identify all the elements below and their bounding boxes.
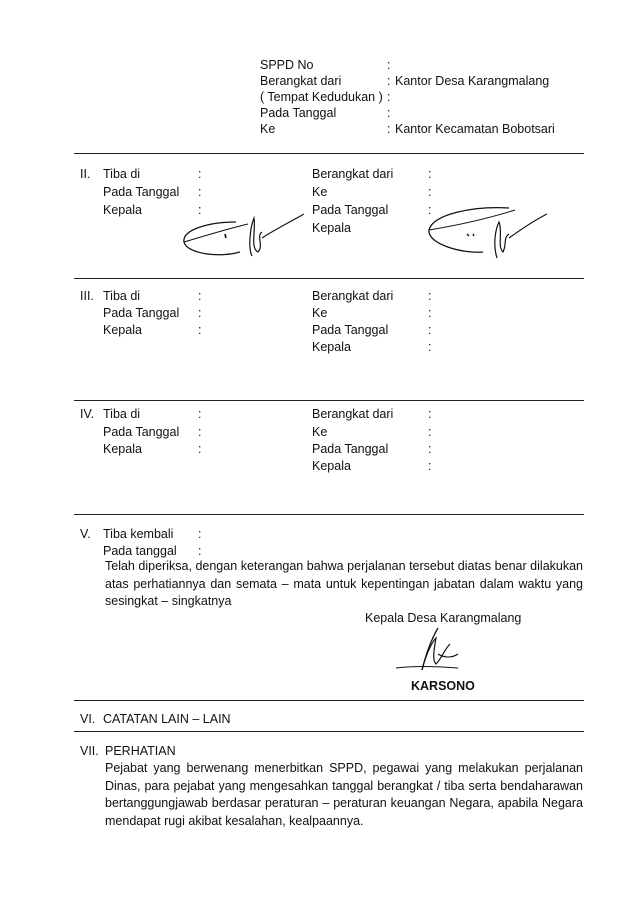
field-colon: : (198, 306, 202, 320)
field-label: Pada Tanggal (312, 203, 389, 217)
header-colon: : (387, 90, 391, 104)
section-number: VII. (80, 744, 99, 758)
field-colon: : (428, 203, 432, 217)
signature-karsono (392, 624, 462, 676)
field-colon: : (198, 425, 202, 439)
section-title: PERHATIAN (105, 744, 176, 758)
notice-paragraph: Pejabat yang berwenang menerbitkan SPPD, pegawai yang melakukan perjalanan Dinas, para pejabat yang mengesahkan tanggal berangkat / tiba serta bendaharawan bertanggungjawab berdasar peraturan – peraturan keuangan Negara, apabila Negara mendapat rugi akibat kesalahan, kealpaannya. (105, 761, 583, 828)
field-label: Pada Tanggal (312, 323, 389, 337)
field-colon: : (428, 289, 432, 303)
divider (74, 700, 584, 701)
signer-title: Kepala Desa Karangmalang (365, 611, 522, 625)
field-colon: : (198, 203, 202, 217)
field-label: Tiba di (103, 407, 141, 421)
field-label: Berangkat dari (312, 289, 394, 303)
field-colon: : (428, 167, 432, 181)
field-label: Kepala (312, 459, 351, 473)
divider (74, 400, 584, 401)
field-colon: : (428, 185, 432, 199)
section-number: II. (80, 167, 91, 181)
header-label-ke: Ke (260, 122, 276, 136)
header-value-ke: Kantor Kecamatan Bobotsari (395, 122, 555, 136)
field-label: Pada Tanggal (312, 442, 389, 456)
field-label: Kepala (103, 203, 142, 217)
divider (74, 514, 584, 515)
field-label: Tiba di (103, 289, 141, 303)
field-colon: : (428, 340, 432, 354)
header-colon: : (387, 74, 391, 88)
divider (74, 278, 584, 279)
field-colon: : (428, 306, 432, 320)
field-colon: : (198, 407, 202, 421)
field-colon: : (428, 442, 432, 456)
field-label: Ke (312, 425, 328, 439)
divider (74, 731, 584, 732)
field-label: Kepala (312, 221, 351, 235)
field-colon: : (428, 425, 432, 439)
section-number: V. (80, 527, 91, 541)
field-label: Ke (312, 185, 328, 199)
section-number: IV. (80, 407, 95, 421)
signature-left (178, 208, 318, 264)
field-colon: : (428, 323, 432, 337)
field-label: Berangkat dari (312, 167, 394, 181)
header-label-tempat-kedudukan: ( Tempat Kedudukan ) (260, 90, 383, 104)
divider (74, 153, 584, 154)
header-colon: : (387, 122, 391, 136)
header-label-berangkat-dari: Berangkat dari (260, 74, 342, 88)
field-colon: : (198, 442, 202, 456)
section-number: III. (80, 289, 94, 303)
signature-right (423, 200, 553, 262)
field-colon: : (198, 527, 202, 541)
field-colon: : (198, 185, 202, 199)
field-label: Pada Tanggal (103, 425, 180, 439)
header-label-pada-tanggal: Pada Tanggal (260, 106, 337, 120)
header-colon: : (387, 58, 391, 72)
field-label: Pada Tanggal (103, 185, 180, 199)
signer-name: KARSONO (411, 679, 475, 693)
field-label: Kepala (103, 323, 142, 337)
verification-paragraph: Telah diperiksa, dengan keterangan bahwa perjalanan tersebut diatas benar dilakukan atas perhatiannya dan semata – mata untuk kepentingan jabatan dalam waktu yang sesingkat – singkatnya (105, 559, 583, 608)
field-label: Kepala (312, 340, 351, 354)
field-colon: : (428, 407, 432, 421)
field-colon: : (428, 459, 432, 473)
field-label: Tiba di (103, 167, 141, 181)
field-label: Pada Tanggal (103, 306, 180, 320)
field-colon: : (198, 544, 202, 558)
field-colon: : (198, 167, 202, 181)
header-value-berangkat-dari: Kantor Desa Karangmalang (395, 74, 550, 88)
field-label: Berangkat dari (312, 407, 394, 421)
field-colon: : (198, 289, 202, 303)
section-title: CATATAN LAIN – LAIN (103, 712, 231, 726)
header-label-sppd-no: SPPD No (260, 58, 314, 72)
field-label: Pada tanggal (103, 544, 177, 558)
field-label: Kepala (103, 442, 142, 456)
section-number: VI. (80, 712, 96, 726)
field-colon: : (198, 323, 202, 337)
header-colon: : (387, 106, 391, 120)
field-label: Tiba kembali (103, 527, 174, 541)
field-label: Ke (312, 306, 328, 320)
